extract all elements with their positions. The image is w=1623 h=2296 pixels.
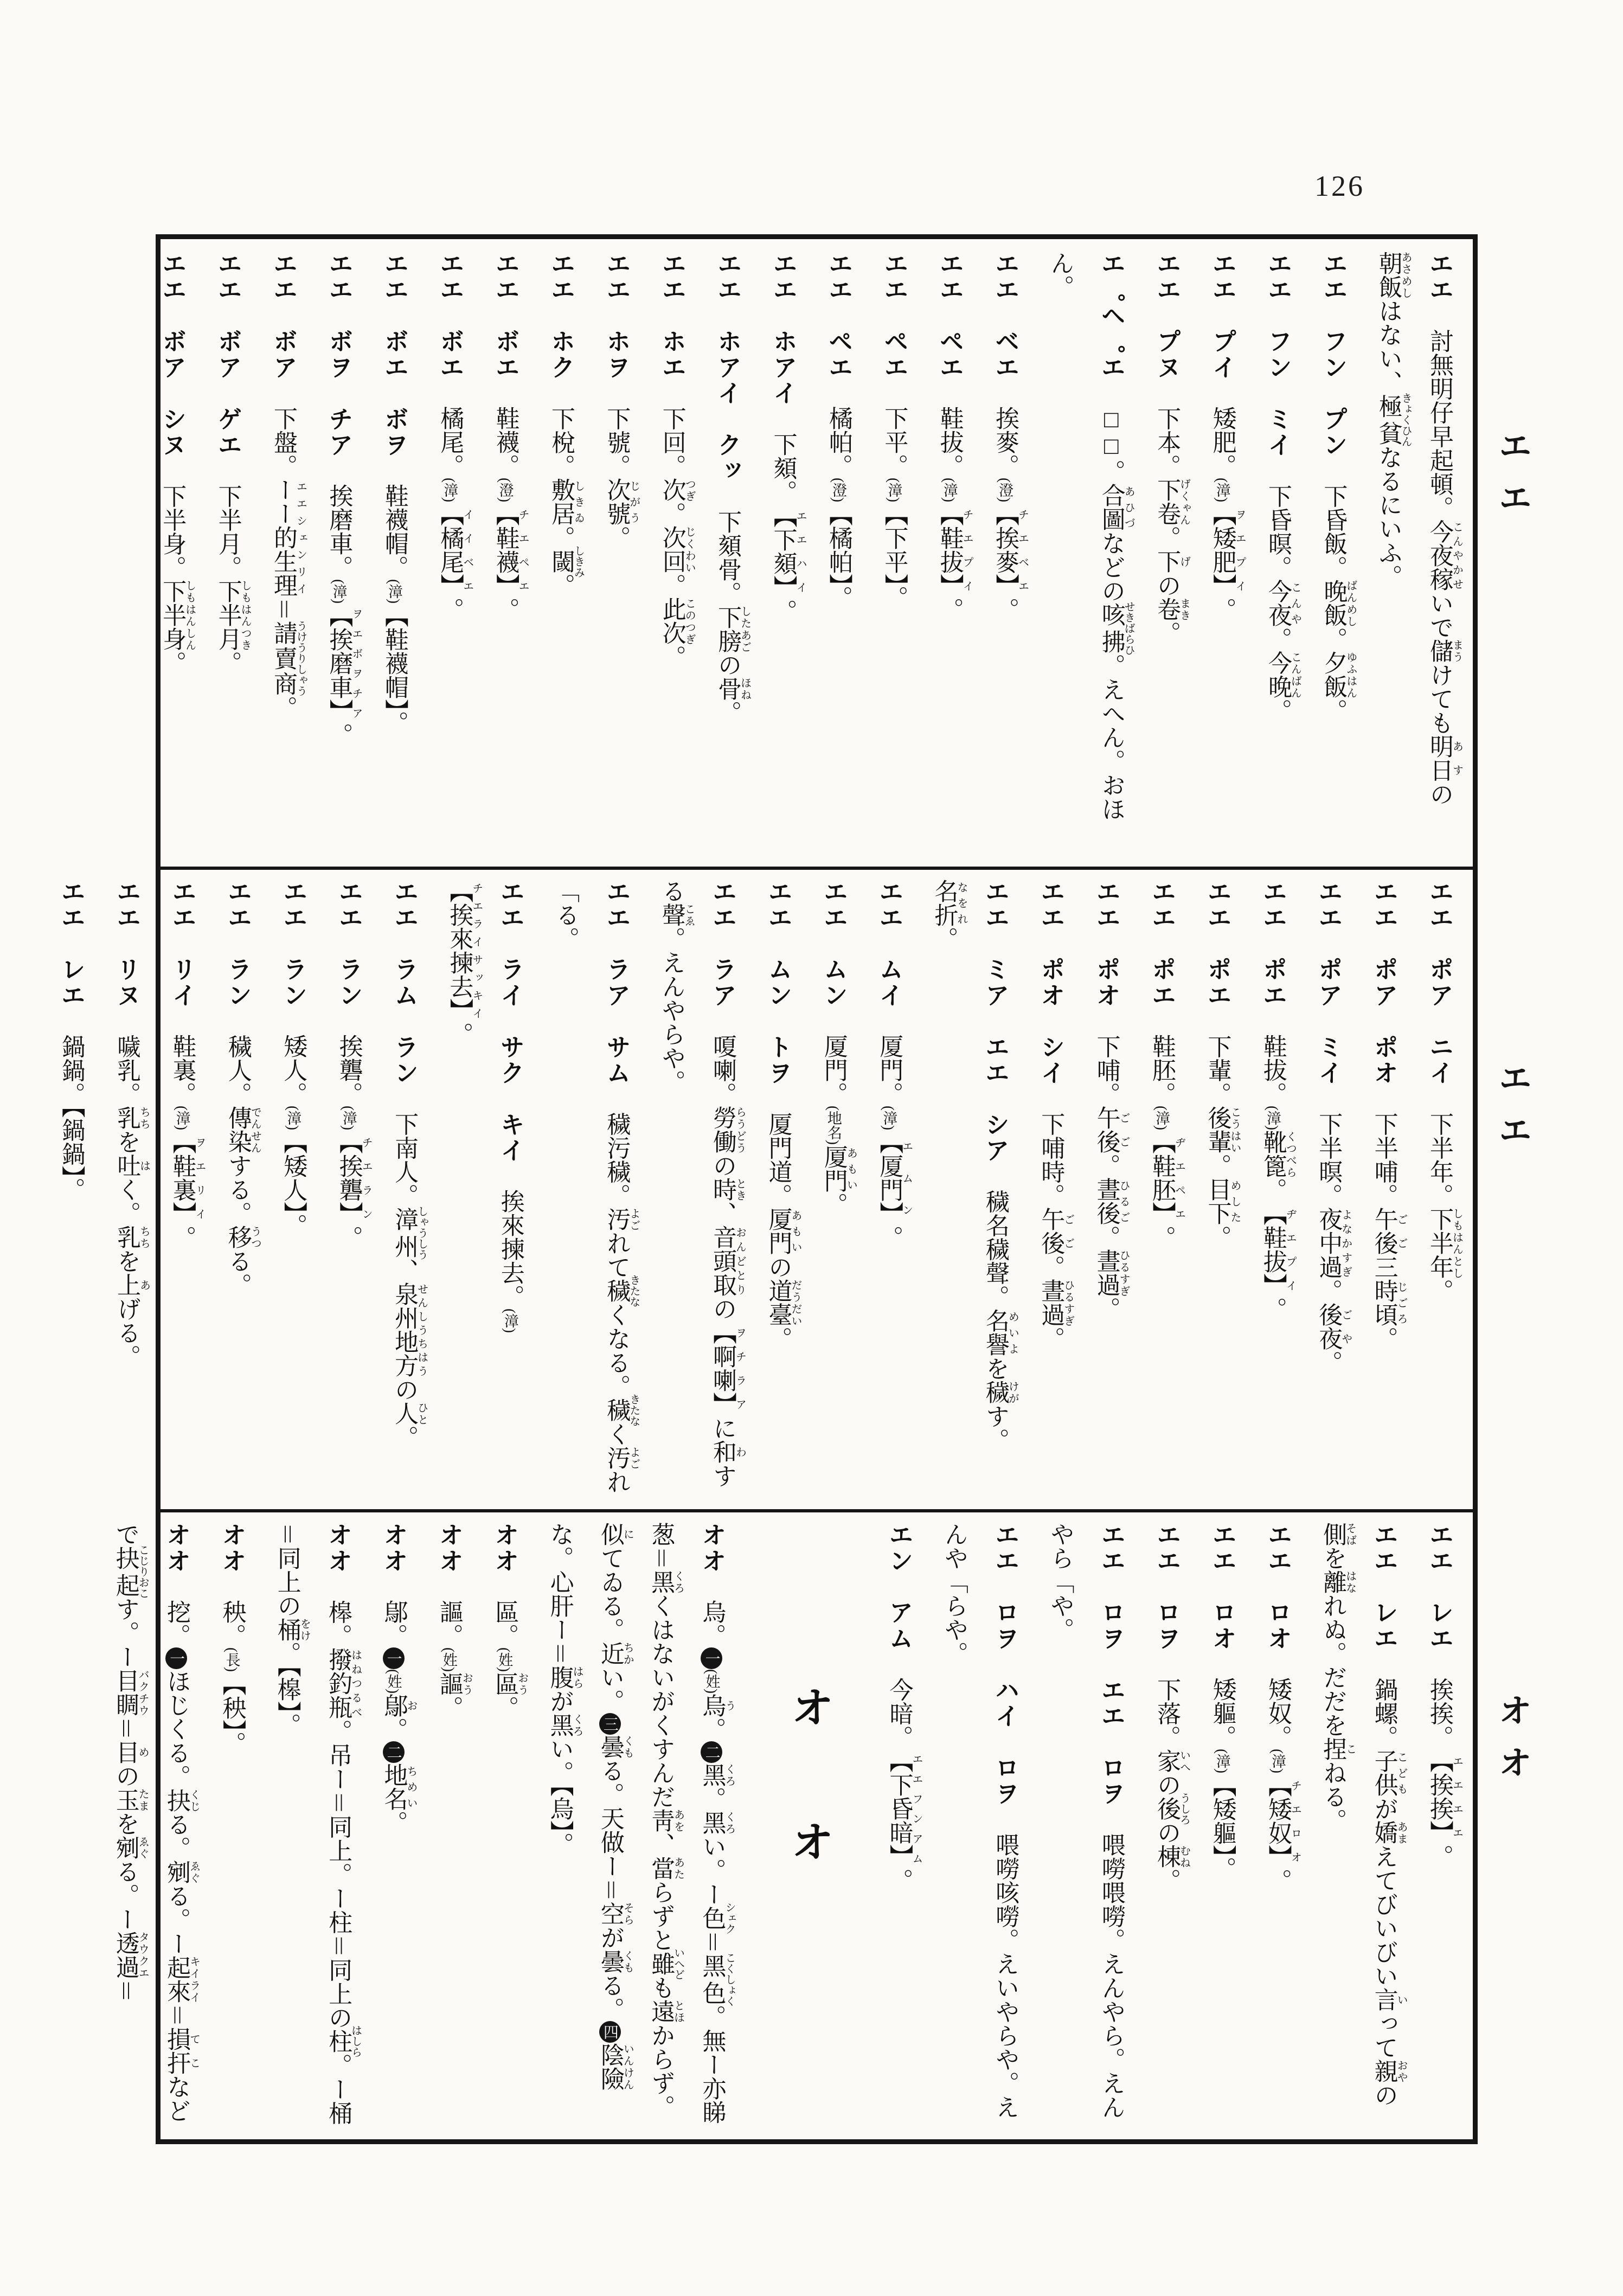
- page-number: 126: [1314, 170, 1365, 202]
- entry-definition: 下頦骨。下膀したあごの骨ほね。: [714, 510, 751, 724]
- entry-headword: エエ ボア: [270, 251, 298, 407]
- entry-definition: □□。合圖あひづなどの咳拂せきばらひ。えへん。おほん。: [1047, 251, 1135, 821]
- entry-headword: エエ ホヲ: [602, 251, 631, 407]
- entry-headword: オオ: [163, 1522, 191, 1600]
- dictionary-entry: [479, 251, 531, 853]
- dictionary-entry: [807, 879, 859, 1495]
- dictionary-entry: [424, 1522, 475, 2127]
- entry-definition: 鞋拔。(漳)【鞋拔】チエプイ。: [936, 406, 973, 622]
- circled-number: 三: [599, 1713, 621, 1735]
- dictionary-entry: [1080, 879, 1132, 1495]
- entry-definition: 下頦。【下頦】エエハイ。: [769, 432, 807, 623]
- margin-index-kana-1: エエ: [1493, 428, 1531, 533]
- dialect-tag: (漳): [1264, 1106, 1281, 1131]
- entry-definition: 嗄喇。勞働らうどうの時とき、音頭取おんどとりの【啊喇】ヲチラアに和わする聲こゑ。えんやらや。: [658, 879, 746, 1488]
- entry-definition: 槔。撥釣瓶はねつるべ。吊ー＝同上。ー柱＝同上の柱はしら。ー桶＝同上の桶をけ。【槔】。: [273, 1522, 362, 2125]
- entry-definition: 下半哺。午後ごご三時頃じごろ。: [1370, 1112, 1408, 1351]
- dictionary-entry: [1414, 1522, 1465, 2127]
- dictionary-entry: [1196, 1522, 1248, 2127]
- dialect-tag: (漳): [1214, 1749, 1230, 1774]
- entry-headword: エエ リヌ: [113, 879, 141, 1035]
- dictionary-entry: [757, 251, 809, 853]
- entry-definition: 下昏飯。晚飯ばんめし。夕飯ゆふはん。: [1320, 484, 1357, 723]
- entry-definition: 下號。次號じがう。: [603, 406, 640, 550]
- dictionary-entry: [979, 251, 1031, 853]
- entry-headword: エエ ポエ: [1259, 879, 1287, 1035]
- entry-headword: エエ ペエ: [935, 251, 964, 407]
- entry-headword: オオ: [380, 1522, 408, 1600]
- entry-definition: 鍋鍋。【鍋鍋】。: [57, 1034, 85, 1202]
- dictionary-entry: [212, 879, 264, 1495]
- dialect-tag: (姓): [440, 1647, 457, 1672]
- entry-headword: エエ ボア ゲエ: [214, 251, 242, 484]
- entry-definition: 烏。一(姓)烏う。二黑くろ。黑くろい。ー色シェク＝黑色こくしょく。無ー亦睇葱＝黑くろくはないがくすんだ靑あを、當あたらずと雖いへども遠とほからず。似にてゐる。近ちかい。三曇くもる。天做ー＝空そらが曇くもる。四陰險いんけんな。心肝ー＝腹はらが黑くろい。【烏】。: [546, 1522, 735, 2125]
- entry-definition: 下輩。後輩こうはい。目下めした。: [1204, 1034, 1241, 1249]
- entry-headword: エン アム: [885, 1522, 913, 1678]
- dialect-tag: (漳): [330, 579, 347, 604]
- band-3: [112, 1522, 1465, 2127]
- entry-headword: エエ ロヲ エエ ロヲ: [1097, 1522, 1125, 1833]
- entry-headword: エエ フン プン: [1319, 251, 1348, 484]
- dialect-tag: (漳): [441, 478, 458, 503]
- entry-headword: エエ ボエ: [491, 251, 519, 407]
- entry-headword: エエ フン ミイ: [1263, 251, 1292, 484]
- entry-definition: 噦乳。乳ちちを吐はく。乳ちちを上あげる。: [113, 1034, 150, 1369]
- dictionary-entry: [928, 1522, 1031, 2127]
- entry-headword: オオ: [324, 1522, 352, 1600]
- scan-frame: [57, 234, 1478, 2144]
- dialect-tag: (漳): [340, 1106, 357, 1131]
- entry-headword: エエ プヌ: [1153, 251, 1181, 407]
- entry-headword: エエ ホアイ クッ: [714, 251, 742, 510]
- entry-headword: エエ ホエ: [658, 251, 686, 407]
- dictionary-entry: [535, 251, 587, 853]
- dictionary-entry: [1414, 879, 1465, 1495]
- circled-number: 四: [599, 2021, 621, 2043]
- entry-headword: オオ: [435, 1522, 463, 1600]
- entry-headword: エエ ロオ: [1208, 1522, 1236, 1678]
- dictionary-entry: [368, 1522, 419, 2127]
- entry-headword: エエ ロヲ: [1153, 1522, 1181, 1678]
- entry-definition: 鍋螺。子供こどもが嬌あまえてびいびい言いって親おやの側そばを離はなれぬ。だだを捏こねる。: [1319, 1522, 1408, 2107]
- entry-definition: 秧。(長)【秧】。: [219, 1600, 246, 1756]
- dictionary-entry: [919, 879, 1021, 1495]
- entry-headword: エエ ポア ミイ: [1314, 879, 1343, 1112]
- dictionary-entry: [863, 879, 915, 1495]
- dialect-tag: (漳): [386, 579, 402, 604]
- entry-headword: エエ ロオ: [1263, 1522, 1292, 1678]
- dialect-tag: (漳): [174, 1106, 190, 1131]
- dictionary-entry: [1247, 879, 1298, 1495]
- entry-definition: 矮肥。(漳)【矮肥】ヲエプイ。: [1209, 406, 1246, 622]
- entry-definition: 討無明仔早起頓。今夜稼こんやかせいで儲まうけても明日あすの朝飯あさめしはない、極貧きょくひんなるにいふ。: [1375, 251, 1463, 806]
- entry-headword: エエ ボエ ボヲ: [380, 251, 408, 484]
- entry-definition: 厦門道。厦門あもいの道臺だうだい。: [765, 1112, 801, 1351]
- circled-number: 一: [165, 1647, 187, 1669]
- entry-definition: 下哺時。午後ごご。晝過ひるすぎ。: [1037, 1112, 1074, 1351]
- dialect-tag: (長): [223, 1647, 240, 1672]
- entry-headword: エエ リイ: [168, 879, 196, 1035]
- entry-definition: 喂嘮咳嘮。えいやらや。えんや「らや。: [940, 1522, 1019, 2119]
- dialect-tag: (漳): [1214, 478, 1230, 503]
- dictionary-entry: [1191, 879, 1243, 1495]
- band-divider-2: [161, 1509, 1473, 1512]
- entry-headword: エエ ポエ: [1148, 879, 1176, 1035]
- entry-headword: エエ ラン: [223, 879, 252, 1035]
- dialect-tag: (姓): [496, 1647, 513, 1672]
- dictionary-entry: [1141, 1522, 1192, 2127]
- entry-definition: 挨來揀去。(漳)【挨來揀去】チエライサッキイ。: [446, 879, 524, 1333]
- entry-definition: 喂嘮喂嘮。えんやら。えんやら「や。: [1047, 1522, 1125, 2119]
- entry-headword: エエ レエ: [57, 879, 85, 1035]
- entry-headword: エエ ラン: [279, 879, 307, 1035]
- entry-headword: エエ ペエ: [824, 251, 852, 407]
- dictionary-entry: [1307, 251, 1359, 853]
- dialect-tag: (漳): [886, 478, 902, 503]
- dictionary-entry: [540, 879, 643, 1495]
- entry-headword: エエ ライ サク キイ: [496, 879, 524, 1190]
- entry-headword: エエ レエ: [1426, 1522, 1453, 1678]
- entry-headword: エエ ホアイ: [769, 251, 797, 432]
- entry-headword: エエ ラア サム: [602, 879, 631, 1112]
- entry-definition: 鄔。一(姓)鄔お。二地名ちめい。: [380, 1600, 418, 1835]
- dictionary-entry: [1252, 1522, 1304, 2127]
- entry-definition: 挨礱。(漳)【挨礱】チエラン。: [335, 1034, 373, 1250]
- entry-headword: エエ ボア シヌ: [158, 251, 187, 484]
- dictionary-entry: [368, 251, 420, 853]
- dictionary-entry: [261, 1522, 364, 2127]
- entry-definition: 矮奴。(漳)【矮奴】チエロオ。: [1264, 1677, 1301, 1893]
- margin-index-kana-3: オオ: [1493, 1693, 1531, 1798]
- dictionary-entry: [424, 251, 476, 853]
- entry-headword: エエ ポオ シイ: [1037, 879, 1065, 1112]
- band-2: [57, 879, 1465, 1495]
- dialect-tag: (漳): [285, 1106, 301, 1131]
- entry-definition: 下半月。下半月しもはんつき。: [214, 484, 252, 675]
- dialect-tag: (澄): [497, 478, 514, 503]
- entry-definition: 下昏暝。今夜こんや。今晚こんばん。: [1264, 484, 1301, 723]
- dictionary-entry: [379, 879, 430, 1495]
- entry-headword: エエ ラン: [335, 879, 363, 1035]
- entry-definition: 挨磨車。(漳)【挨磨車】ヲエボヲチア。: [325, 484, 362, 747]
- entry-definition: 下落。家いへの後うしろの棟むね。: [1153, 1677, 1190, 1893]
- dictionary-entry: [1358, 879, 1409, 1495]
- entry-headword: エエ プイ: [1208, 251, 1236, 407]
- entry-definition: 鞋裏。(漳)【鞋裏】ヲエリイ。: [169, 1034, 206, 1250]
- entry-headword: オオ: [218, 1522, 246, 1600]
- dictionary-entry: [1035, 251, 1137, 853]
- dialect-tag: (澄): [830, 478, 846, 503]
- dictionary-entry: [202, 251, 253, 853]
- entry-definition: 挖。一ほじくる。抉くじる。剜ゑぐる。ー起來キイライ＝損扞てこなどで抉起こじりおこす。ー目睭バクチウ＝目めの玉たまを剜ゑぐる。ー透過タウクエ＝: [112, 1522, 200, 2123]
- entry-definition: 橘帕。(澄)【橘帕】。: [825, 406, 852, 610]
- circled-number: 二: [383, 1741, 405, 1763]
- entry-definition: 厦門。(地名)厦門あもい。: [820, 1034, 857, 1217]
- entry-headword: エエ ボエ: [436, 251, 464, 407]
- dialect-tag: (姓): [385, 1669, 402, 1694]
- dictionary-entry: [313, 251, 364, 853]
- entry-definition: 下本。下卷げくゃん。下げの卷まき。: [1153, 406, 1190, 645]
- entry-headword: エエ ベエ: [991, 251, 1019, 407]
- entry-headword: エエ ムン トヲ: [764, 879, 792, 1112]
- dictionary-entry: [702, 251, 753, 853]
- entry-definition: 鞋胚。(漳)【鞋胚】ヂエペエ。: [1149, 1034, 1185, 1250]
- entry-headword: エエ ロヲ ハイ ロヲ: [991, 1522, 1019, 1833]
- entry-headword: エエ ミア エエ シア: [981, 879, 1009, 1190]
- entry-definition: 厦門。(漳)【厦門】エムン。: [876, 1034, 913, 1250]
- margin-index-kana-2: エエ: [1493, 1061, 1531, 1165]
- dictionary-entry: [1363, 251, 1465, 853]
- dialect-tag: (漳): [1269, 1749, 1286, 1774]
- entry-headword: エエ ラム ラン: [390, 879, 419, 1112]
- dictionary-entry: [1136, 879, 1188, 1495]
- dictionary-entry: [646, 251, 697, 853]
- entry-headword: オオ: [491, 1522, 519, 1600]
- entry-headword: エエ ムイ: [875, 879, 903, 1035]
- dictionary-entry: [534, 1522, 737, 2127]
- section-heading-o: オ オ: [785, 1685, 833, 1887]
- dictionary-entry: [146, 251, 198, 853]
- entry-headword: エエ ボヲ チア: [325, 251, 353, 484]
- entry-headword: オオ: [698, 1522, 726, 1600]
- circled-number: 一: [701, 1647, 722, 1669]
- dialect-tag: (漳): [502, 1309, 518, 1333]
- entry-definition: 今暗。【下昏暗】エエフンアム。: [886, 1677, 922, 1893]
- entry-definition: 穢人。傳染でんせんする。移うつる。: [224, 1034, 261, 1297]
- entry-definition: 區。(姓)區おう。: [491, 1600, 528, 1720]
- dictionary-entry: [1035, 1522, 1137, 2127]
- entry-headword: エエ レエ: [1370, 1522, 1398, 1678]
- entry-headword: エエ ポエ: [1203, 879, 1231, 1035]
- entry-headword: エエ ポア ニイ: [1426, 879, 1453, 1112]
- entry-definition: 穢名穢聲。名譽めいよを穢けがす。名折なをれ。: [931, 879, 1019, 1452]
- entry-definition: 下半年。下半年しもはんとし。: [1426, 1112, 1463, 1303]
- dictionary-entry: [1141, 251, 1192, 853]
- dictionary-entry: [591, 251, 642, 853]
- dictionary-entry: [752, 879, 804, 1495]
- dictionary-entry: [156, 879, 208, 1495]
- dictionary-entry: [45, 879, 97, 1495]
- entry-headword: エエ ポア ポオ: [1370, 879, 1398, 1112]
- dialect-tag: (澄): [997, 478, 1013, 503]
- entry-headword: エエ: [1426, 251, 1453, 329]
- dictionary-entry: [258, 251, 309, 853]
- dialect-tag: (漳): [881, 1106, 897, 1131]
- entry-definition: 鞋襪。(澄)【鞋襪】チエペエ。: [492, 406, 529, 622]
- dialect-tag: (地名): [825, 1106, 842, 1145]
- entry-definition: 下半暝。夜中過よなかすぎ。後夜ごや。: [1315, 1112, 1352, 1375]
- dictionary-entry: [1196, 251, 1248, 853]
- dictionary-entry: [206, 1522, 258, 2127]
- entry-definition: 矮軀。(漳)【矮軀】。: [1209, 1677, 1236, 1881]
- dictionary-entry: [100, 1522, 202, 2127]
- entry-headword: エエ ホク: [547, 251, 575, 407]
- entry-definition: 下半身。下半身しもはんしん。: [159, 484, 196, 675]
- dictionary-entry: [323, 879, 374, 1495]
- entry-definition: 挨麥。(澄)【挨麥】チエベエ。: [992, 406, 1029, 622]
- entry-headword: エエ ムン: [819, 879, 848, 1035]
- band-1: [158, 251, 1465, 853]
- dictionary-entry: [1025, 879, 1076, 1495]
- band-divider-1: [161, 867, 1473, 870]
- entry-definition: 下平。(漳)【下平】。: [881, 406, 908, 610]
- entry-definition: 穢污穢。汚よごれて穢きたなくなる。穢きたなく汚よごれ「る。: [552, 879, 640, 1494]
- dictionary-entry: [101, 879, 152, 1495]
- circled-number: 二: [701, 1741, 722, 1763]
- dialect-tag: (姓): [703, 1669, 720, 1694]
- circled-number: 一: [383, 1647, 405, 1669]
- dictionary-entry: [434, 879, 536, 1495]
- entry-definition: 下回。次つぎ。次回じくわい。此次このつぎ。: [658, 406, 696, 669]
- dictionary-entry: [923, 251, 975, 853]
- dictionary-entry: [873, 1522, 925, 2127]
- entry-definition: 下南人。漳州しゃうしう、泉州地方せんしうちはうの人ひと。: [391, 1112, 428, 1450]
- entry-headword: エ゜ヘ゜エ: [1097, 251, 1125, 407]
- dictionary-entry: [267, 879, 319, 1495]
- dialect-tag: (漳): [941, 478, 958, 503]
- entry-definition: 鞋襪帽。(漳)【鞋襪帽】。: [381, 484, 408, 735]
- entry-definition: 挨挨。【挨挨】エエエエ。: [1426, 1677, 1463, 1869]
- dictionary-entry: [868, 251, 920, 853]
- entry-definition: 橘尾。(漳)【橘尾】イイベエ。: [437, 406, 473, 622]
- entry-definition: 矮人。(漳)【矮人】。: [280, 1034, 307, 1238]
- entry-definition: 下梲。敷居しきゐ。閾しきみ。: [548, 406, 585, 598]
- dialect-tag: (漳): [1153, 1106, 1170, 1131]
- entry-headword: エエ ポオ: [1092, 879, 1120, 1035]
- entry-definition: 下盤。ーー的生理エエシェンリイ＝請賣商うけうりしゃう。: [270, 406, 307, 720]
- entry-definition: 謳。(姓)謳おう。: [435, 1600, 473, 1720]
- dictionary-entry: [813, 251, 864, 853]
- entry-headword: エエ ラア: [709, 879, 737, 1035]
- dictionary-entry: [646, 879, 748, 1495]
- entry-headword: エエ ペエ: [880, 251, 908, 407]
- dictionary-entry: [1303, 879, 1354, 1495]
- dictionary-entry: [1252, 251, 1304, 853]
- entry-definition: 鞋拔。(漳)靴篦くつべら。【鞋拔】ヂエプイ。: [1259, 1034, 1297, 1322]
- dictionary-entry: [479, 1522, 530, 2127]
- dictionary-entry: [1307, 1522, 1410, 2127]
- entry-definition: 下哺。午後ごご。晝後ひるご。晝過ひるすぎ。: [1093, 1034, 1130, 1321]
